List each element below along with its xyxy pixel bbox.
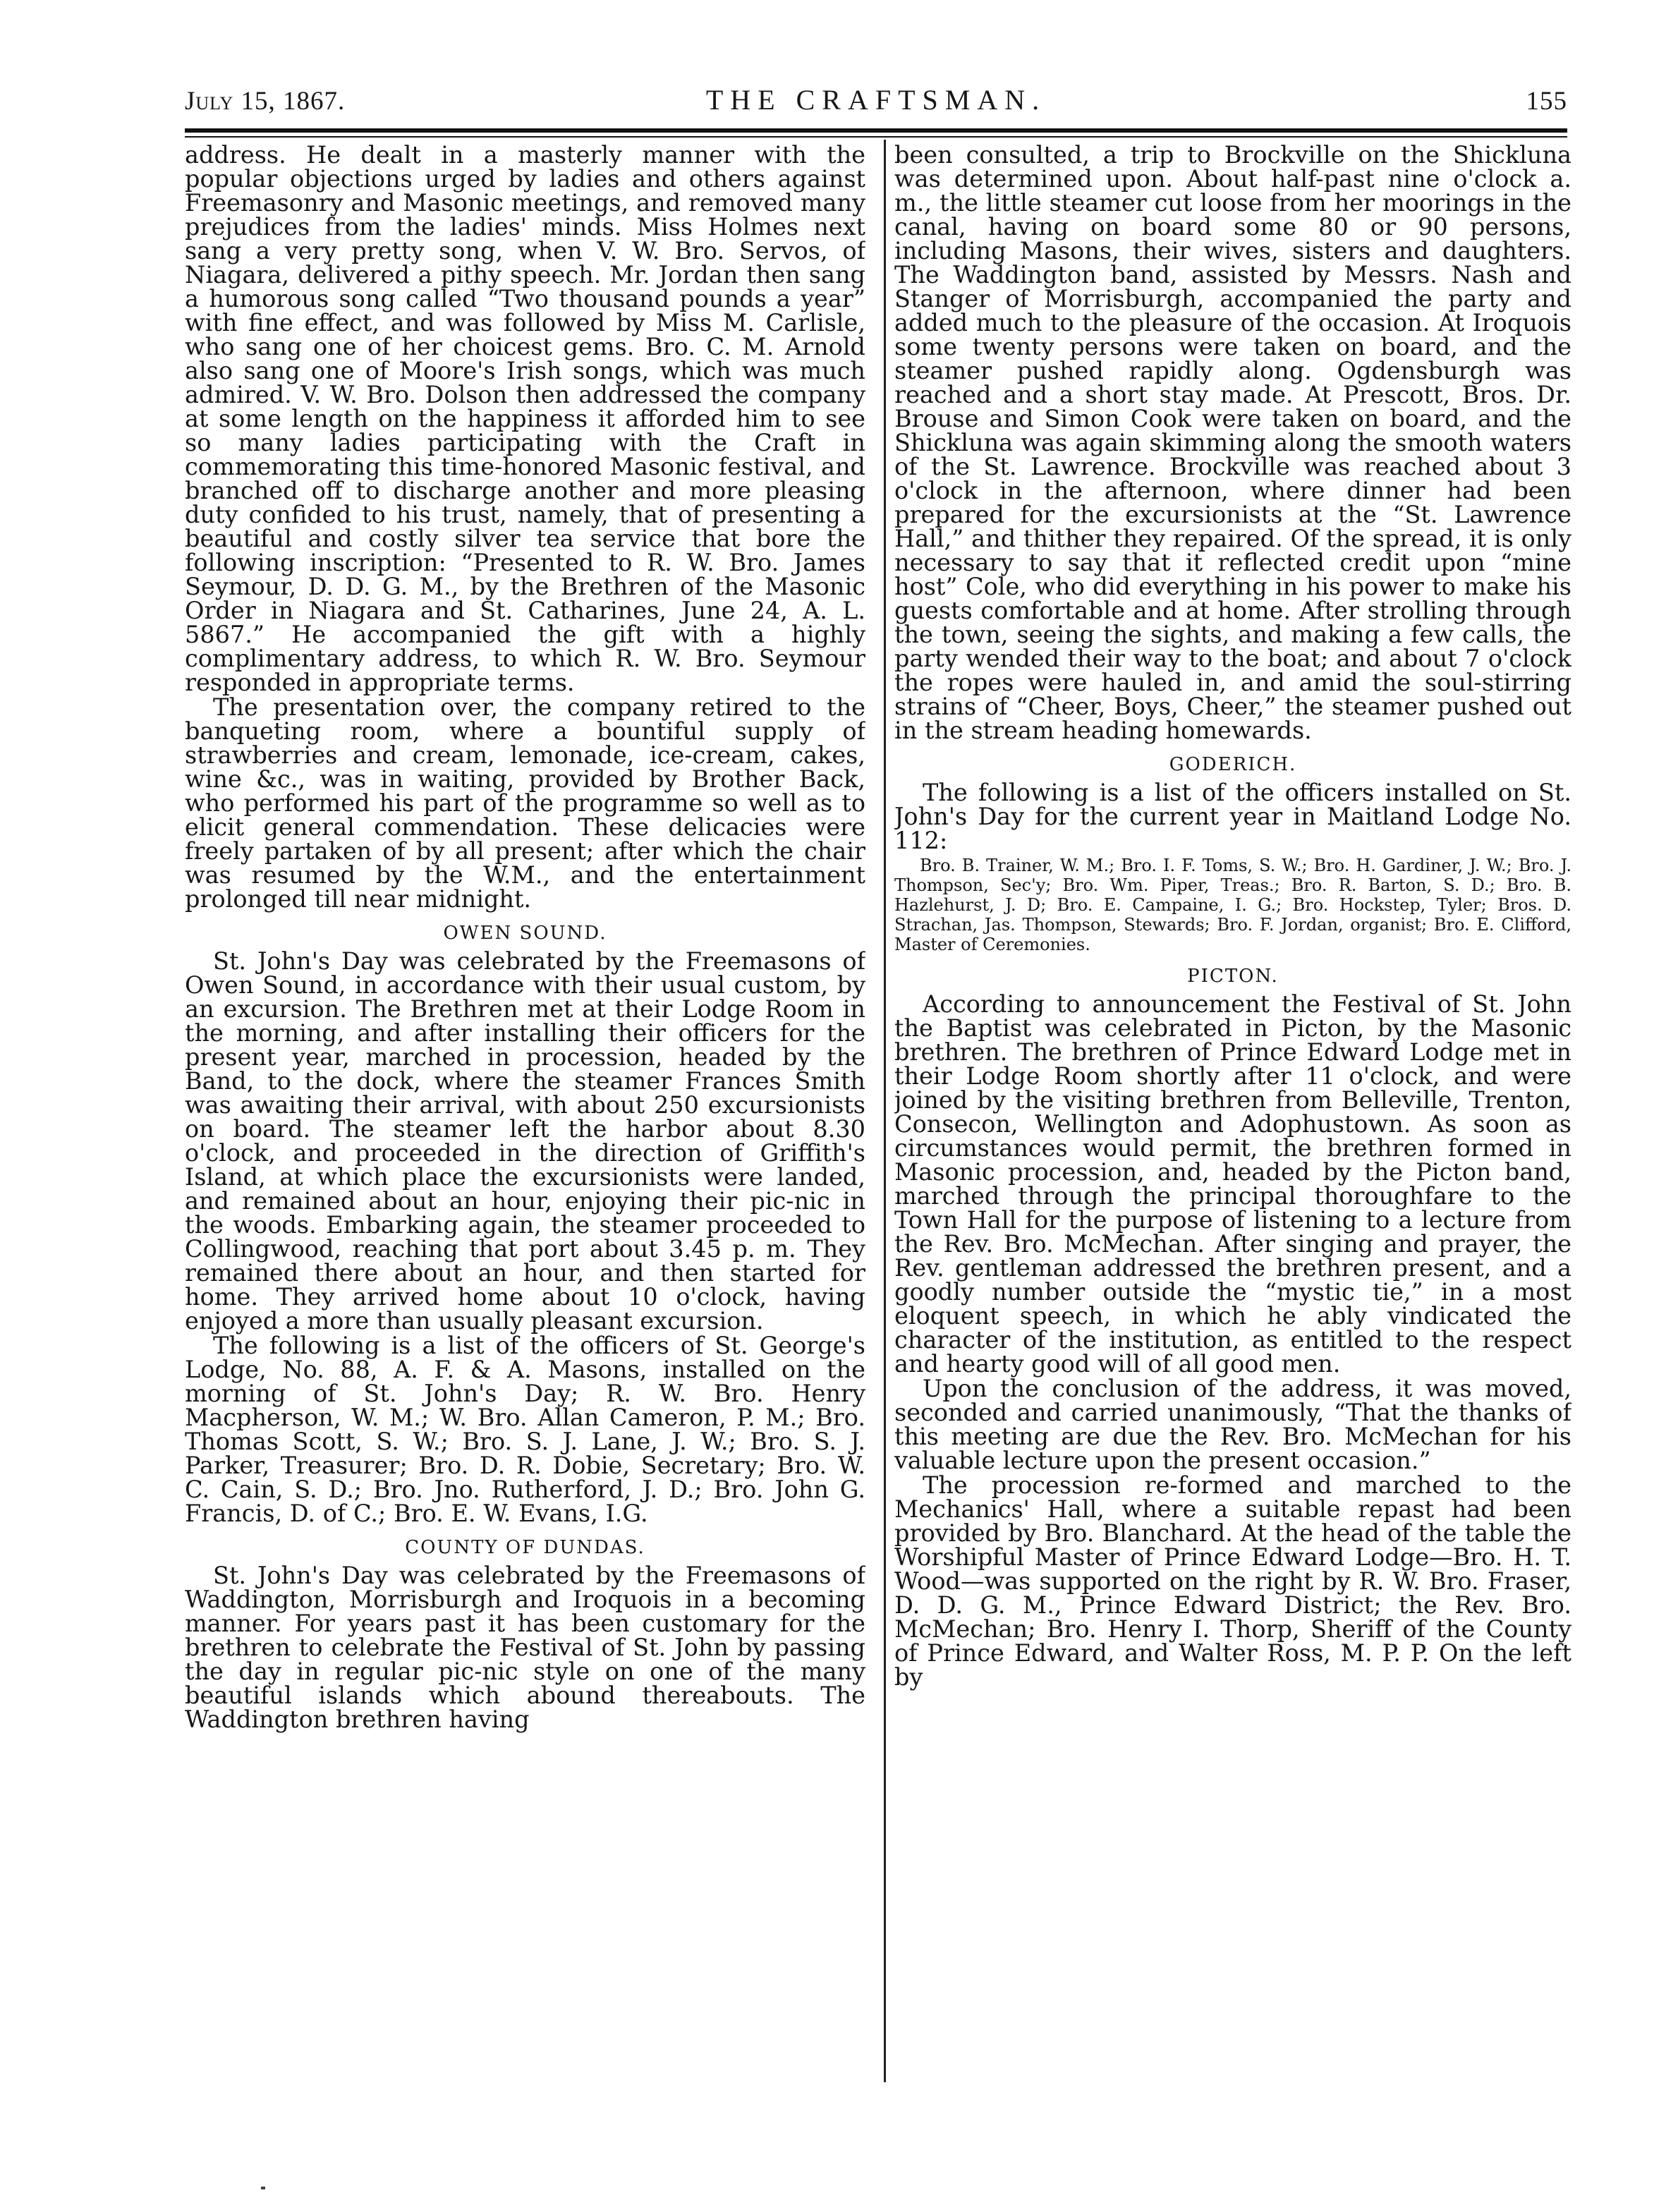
right-column [894,143,1571,2083]
column-divider [884,140,886,2082]
paragraph-goderich: The following is a list of the officers installed on St. John's Day for the current year in Maitland Lodge No. 112: [894,779,1571,854]
section-heading-goderich: GODERICH. [1169,754,1297,775]
paragraph-st-georges-officers: The following is a list of the officers of St. George's Lodge, No. 88, A. F. & A. Masons, installed on the morning of St. John's Day; R. W. Bro. Henry Macpherson, W. M.; W. Bro. Allan Cameron, P. M.; Bro. Thomas Scott, S. W.; Bro. S. J. Lane, J. W.; Bro. S. J. Parker, Treasurer; Bro. D. R. Dobie, Secretary; Bro. W. C. Cain, S. D.; Bro. Jno. Rutherford, J. D.; Bro. John G. Francis, D. of C.; Bro. E. W. Evans, I.G. [185,1332,865,1527]
issue-date: July 15, 1867. [185,87,346,116]
paragraph-repast: The procession re-formed and marched to the Mechanics' Hall, where a suitable repast had been provided by Bro. Blanchard. At the head of the table the Worshipful Master of Prince Edward Lodge—Bro. H. T. Wood—was supported on the right by R. W. Bro. Fraser, D. D. G. M., Prince Edward District; the Rev. Bro. McMechan; Bro. Henry I. Thorp, Sheriff of the County of Prince Edward, and Walter Ross, M. P. P. On the left by [894,1471,1571,1691]
paragraph-owen-sound: St. John's Day was celebrated by the Freemasons of Owen Sound, in accordance with their usual custom, by an excursion. The Brethren met at their Lodge Room in the morning, and after installing their officers for the present year, marched in procession, headed by the Band, to the dock, where the steamer Frances Smith was awaiting their arrival, with about 250 excursionists on board. The steamer left the harbor about 8.30 o'clock, and proceeded in the direction of Griffith's Island, at which place the excursionists were landed, and remained about an hour, enjoying their pic-nic in the woods. Embarking again, the steamer proceeded to Collingwood, reaching that port about 3.45 p. m. They remained there about an hour, and then started for home. They arrived home about 10 o'clock, having enjoyed a more than usually pleasant excursion. [185,947,865,1335]
paragraph-address: address. He dealt in a masterly manner with the popular objections urged by ladies and others against Freemasonry and Masonic meetings, and removed many prejudices from the ladies' minds. Miss Holmes next sang a very pretty song, when V. W. Bro. Servos, of Niagara, delivered a pithy speech. Mr. Jordan then sang a humorous song called “Two thousand pounds a year” with fine effect, and was followed by Miss M. Carlisle, who sang one of her choicest gems. Bro. C. M. Arnold also sang one of Moore's Irish songs, which was much admired. V. W. Bro. Dolson then addressed the company at some length on the happiness it afforded him to see so many ladies participating with the Craft in commemorating this time-honored Masonic festival, and branched off to discharge another and more pleasing duty confided to his trust, namely, that of presenting a beautiful and costly silver tea service that bore the following inscription: “Presented to R. W. Bro. James Seymour, D. D. G. M., by the Brethren of the Masonic Order in Niagara and St. Catharines, June 24, A. L. 5867.” He accompanied the gift with a highly complimentary address, to which R. W. Bro. Seymour responded in appropriate terms. [185,143,865,696]
paragraph-vote-of-thanks: Upon the conclusion of the address, it was moved, seconded and carried unanimously, “That the thanks of this meeting are due the Rev. Bro. McMechan for his valuable lecture upon the present occasion.” [894,1375,1571,1474]
officer-list-maitland-lodge: Bro. B. Trainer, W. M.; Bro. I. F. Toms, S. W.; Bro. H. Gardiner, J. W.; Bro. J. Thompson, Sec'y; Bro. Wm. Piper, Treas.; Bro. R. Barton, S. D.; Bro. B. Hazlehurst, J. D; Bro. E. Campaine, I. G.; Bro. Hockstep, Tyler; Bros. D. Strachan, Jas. Thompson, Stewards; Bro. F. Jordan, organist; Bro. E. Clifford, Master of Ceremonies. [894,856,1571,954]
section-heading-county-of-dundas: COUNTY OF DUNDAS. [405,1537,645,1558]
paragraph-county-of-dundas: St. John's Day was celebrated by the Freemasons of Waddington, Morrisburgh and Iroquois in a becoming manner. For years past it has been customary for the brethren to celebrate the Festival of St. John by passing the day in regular pic-nic style on one of the many beautiful islands which abound thereabouts. The Waddington brethren having [185,1562,865,1733]
header-rule-thin [185,136,1567,138]
section-heading-owen-sound: OWEN SOUND. [443,923,607,944]
section-heading-picton: PICTON. [1187,966,1279,987]
page-header [185,79,1567,121]
left-column [185,143,865,2083]
paragraph-presentation: The presentation over, the company retired to the banqueting room, where a bountiful supply of strawberries and cream, lemonade, ice-cream, cakes, wine &c., was in waiting, provided by Brother Back, who performed his part of the programme so well as to elicit general commendation. These delicacies were freely partaken of by all present; after which the chair was resumed by the W.M., and the entertainment prolonged till near midnight. [185,693,865,913]
page-number: 155 [1526,87,1567,116]
header-rule-thick [185,128,1567,133]
publication-title: THE CRAFTSMAN. [705,84,1047,116]
print-speck [261,2187,265,2189]
paragraph-picton: According to announcement the Festival of St. John the Baptist was celebrated in Picton, by the Masonic brethren. The brethren of Prince Edward Lodge met in their Lodge Room shortly after 11 o'clock, and were joined by the visiting brethren from Belleville, Trenton, Consecon, Wellington and Adophustown. As soon as circumstances would permit, the brethren formed in Masonic procession, and, headed by the Picton band, marched through the principal thoroughfare to the Town Hall for the purpose of listening to a lecture from the Rev. Bro. McMechan. After singing and prayer, the Rev. gentleman addressed the brethren present, and a goodly number outside the “mystic tie,” in a most eloquent speech, in which he ably vindicated the character of the institution, as entitled to the respect and hearty good will of all good men. [894,990,1571,1378]
paragraph-brockville-trip: been consulted, a trip to Brockville on the Shickluna was determined upon. About half-past nine o'clock a. m., the little steamer cut loose from her moorings in the canal, having on board some 80 or 90 persons, including Masons, their wives, sisters and daughters. The Waddington band, assisted by Messrs. Nash and Stanger of Morrisburgh, accompanied the party and added much to the pleasure of the occasion. At Iroquois some twenty persons were taken on board, and the steamer pushed rapidly along. Ogdensburgh was reached and a short stay made. At Prescott, Bros. Dr. Brouse and Simon Cook were taken on board, and the Shickluna was again skimming along the smooth waters of the St. Lawrence. Brockville was reached about 3 o'clock in the afternoon, where dinner had been prepared for the excursionists at the “St. Lawrence Hall,” and thither they repaired. Of the spread, it is only necessary to say that it reflected credit upon “mine host” Cole, who did everything in his power to make his guests comfortable and at home. After strolling through the town, seeing the sights, and making a few calls, the party wended their way to the boat; and about 7 o'clock the ropes were hauled in, and amid the soul-stirring strains of “Cheer, Boys, Cheer,” the steamer pushed out in the stream heading homewards. [894,143,1571,744]
